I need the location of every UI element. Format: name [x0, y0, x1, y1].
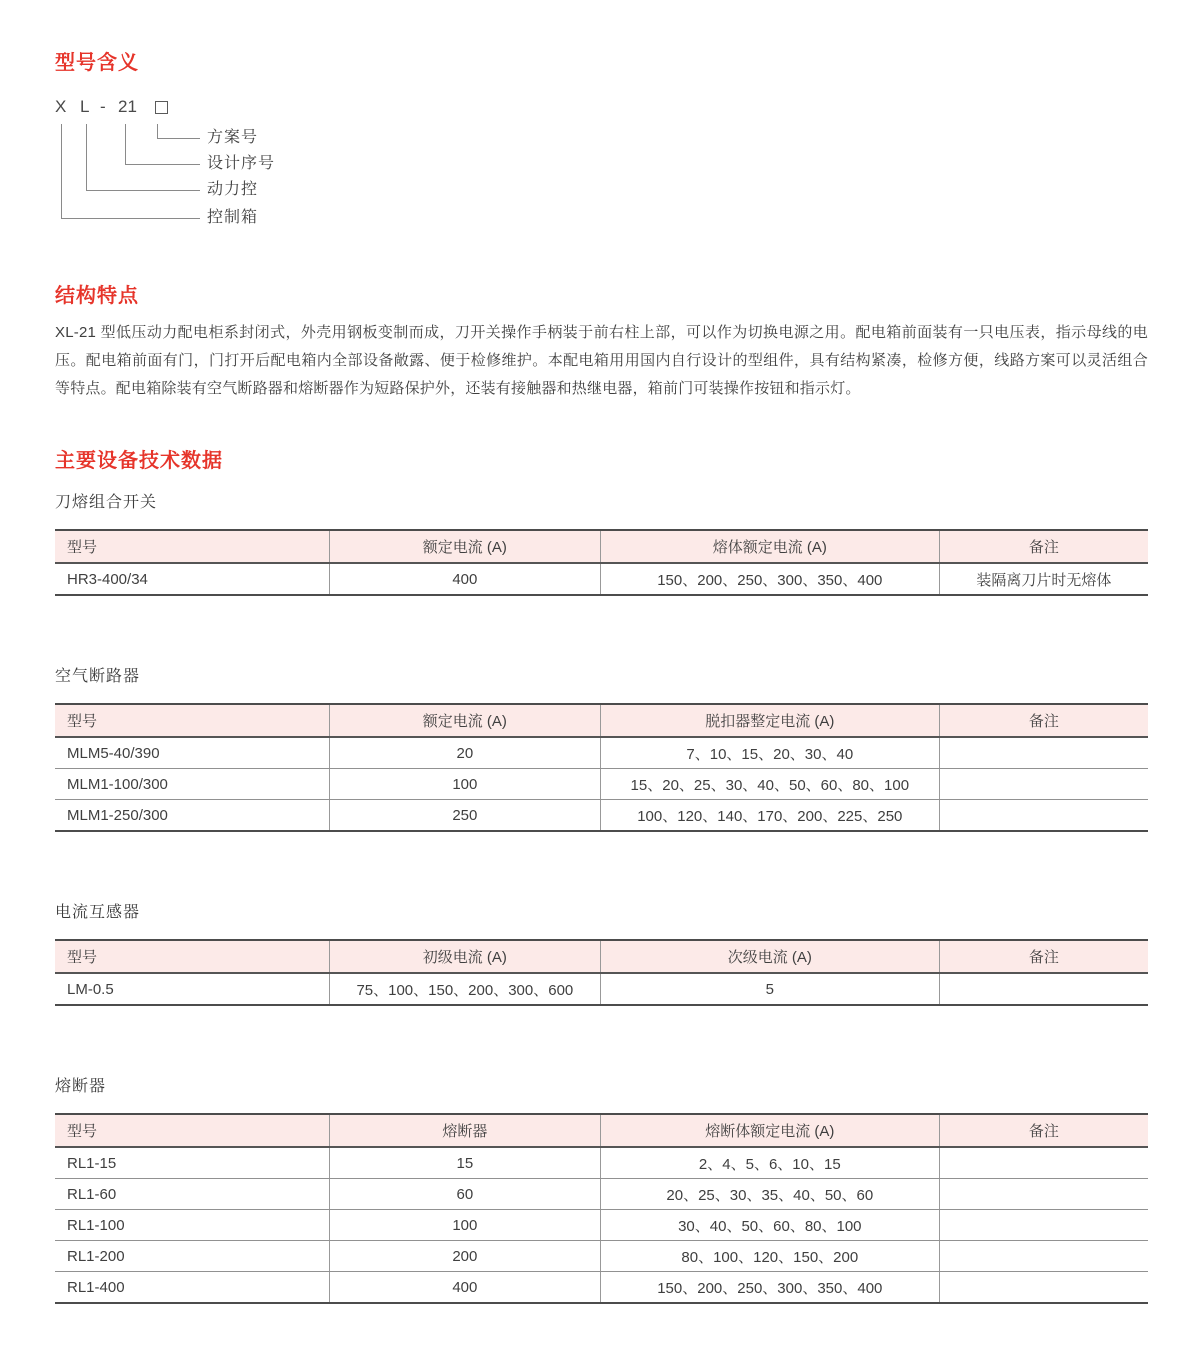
table-row [55, 769, 1148, 800]
table-cell: 20 [329, 737, 600, 769]
table-cell: 100 [329, 769, 600, 800]
column-header: 初级电流 (A) [329, 940, 600, 973]
table-cell: 15 [329, 1147, 600, 1179]
column-header: 备注 [939, 704, 1148, 737]
table-cell: LM-0.5 [55, 973, 329, 1005]
table-cell: 400 [329, 563, 600, 595]
section-title-structure-features: 结构特点 [55, 285, 139, 307]
column-header: 脱扣器整定电流 (A) [600, 704, 939, 737]
diagram-label-design-serial: 设计序号 [207, 155, 276, 172]
column-header: 额定电流 (A) [329, 530, 600, 563]
table-cell: 100、120、140、170、200、225、250 [600, 800, 939, 832]
column-header: 型号 [55, 940, 329, 973]
column-header: 熔体额定电流 (A) [600, 530, 939, 563]
table-cell: 100 [329, 1210, 600, 1241]
diagram-label-power-control: 动力控 [207, 181, 259, 198]
column-header: 额定电流 (A) [329, 704, 600, 737]
table-header-row [55, 1114, 1148, 1147]
diagram-label-control-box: 控制箱 [207, 209, 259, 226]
column-header: 型号 [55, 530, 329, 563]
table-cell [939, 1210, 1148, 1241]
section-title-model-meaning: 型号含义 [55, 52, 139, 74]
table-row [55, 737, 1148, 769]
table-row [55, 563, 1148, 595]
connector-line [157, 124, 158, 139]
table-cell: 80、100、120、150、200 [600, 1241, 939, 1272]
table-label-current-transformer: 电流互感器 [55, 904, 141, 921]
model-char-dash: - [100, 97, 106, 116]
table-cell: MLM1-100/300 [55, 769, 329, 800]
table-cell: MLM1-250/300 [55, 800, 329, 832]
section-title-main-tech-data: 主要设备技术数据 [55, 450, 223, 472]
table-row [55, 800, 1148, 832]
table-cell [939, 973, 1148, 1005]
model-number-diagram [55, 98, 1148, 238]
table-cell: 60 [329, 1179, 600, 1210]
table-cell: RL1-15 [55, 1147, 329, 1179]
table-row [55, 1147, 1148, 1179]
table-cell: 30、40、50、60、80、100 [600, 1210, 939, 1241]
table-row [55, 973, 1148, 1005]
table-label-knife-fuse-switch: 刀熔组合开关 [55, 494, 158, 511]
model-char-x: X [55, 97, 67, 116]
table-cell: 150、200、250、300、350、400 [600, 1272, 939, 1304]
column-header: 备注 [939, 530, 1148, 563]
table-cell [939, 737, 1148, 769]
table-header-row [55, 940, 1148, 973]
table-cell [939, 1241, 1148, 1272]
connector-line [125, 124, 126, 165]
table-cell: 5 [600, 973, 939, 1005]
table-cell [939, 1272, 1148, 1304]
table-label-air-circuit-breaker: 空气断路器 [55, 668, 141, 685]
column-header: 型号 [55, 1114, 329, 1147]
table-cell: 150、200、250、300、350、400 [600, 563, 939, 595]
table-cell: 400 [329, 1272, 600, 1304]
table-cell [939, 769, 1148, 800]
connector-line [125, 164, 200, 165]
column-header: 熔断体额定电流 (A) [600, 1114, 939, 1147]
model-char-21: 21 [118, 97, 137, 116]
table-label-fuse: 熔断器 [55, 1078, 107, 1095]
connector-line [86, 190, 200, 191]
table-cell: 2、4、5、6、10、15 [600, 1147, 939, 1179]
column-header: 备注 [939, 940, 1148, 973]
current-transformer-table [55, 939, 1148, 1006]
table-cell [939, 1179, 1148, 1210]
table-header-row [55, 704, 1148, 737]
table-cell: HR3-400/34 [55, 563, 329, 595]
table-row [55, 1210, 1148, 1241]
table-cell: 装隔离刀片时无熔体 [976, 571, 1112, 589]
table-row [55, 1272, 1148, 1304]
table-cell: RL1-400 [55, 1272, 329, 1304]
column-header: 型号 [55, 704, 329, 737]
table-cell [939, 800, 1148, 832]
connector-line [61, 124, 62, 219]
table-cell: 75、100、150、200、300、600 [329, 973, 600, 1005]
column-header: 熔断器 [329, 1114, 600, 1147]
table-cell: MLM5-40/390 [55, 737, 329, 769]
table-cell [939, 1147, 1148, 1179]
table-row [55, 1241, 1148, 1272]
table-cell: RL1-60 [55, 1179, 329, 1210]
model-char-l: L [80, 97, 90, 116]
diagram-label-scheme-number: 方案号 [207, 129, 259, 146]
knife-fuse-combination-switch-table [55, 529, 1148, 596]
table-cell: RL1-100 [55, 1210, 329, 1241]
table-row [55, 1179, 1148, 1210]
table-cell: 15、20、25、30、40、50、60、80、100 [600, 769, 939, 800]
table-cell: 7、10、15、20、30、40 [600, 737, 939, 769]
table-cell: RL1-200 [55, 1241, 329, 1272]
table-cell: 250 [329, 800, 600, 832]
table-header-row [55, 530, 1148, 563]
connector-line [86, 124, 87, 191]
model-placeholder-box-icon [155, 101, 168, 114]
table-cell: 20、25、30、35、40、50、60 [600, 1179, 939, 1210]
fuse-table [55, 1113, 1148, 1304]
air-circuit-breaker-table [55, 703, 1148, 832]
column-header: 备注 [939, 1114, 1148, 1147]
structure-features-paragraph: XL-21 型低压动力配电柜系封闭式，外壳用钢板变制而成，刀开关操作手柄装于前右柱上部，可以作为切换电源之用。配电箱前面装有一只电压表，指示母线的电压。配电箱前面有门，门打开后配电箱内全部设备敞露、便于检修维护。本配电箱用用国内自行设计的型组件，具有结构紧凑，检修方便，线路方案可以灵活组合等特点。配电箱除装有空气断路器和熔断器作为短路保护外，还装有接触器和热继电器，箱前门可装操作按钮和指示灯。 [55, 324, 1148, 397]
connector-line [157, 138, 200, 139]
connector-line [61, 218, 200, 219]
table-cell: 200 [329, 1241, 600, 1272]
column-header: 次级电流 (A) [600, 940, 939, 973]
